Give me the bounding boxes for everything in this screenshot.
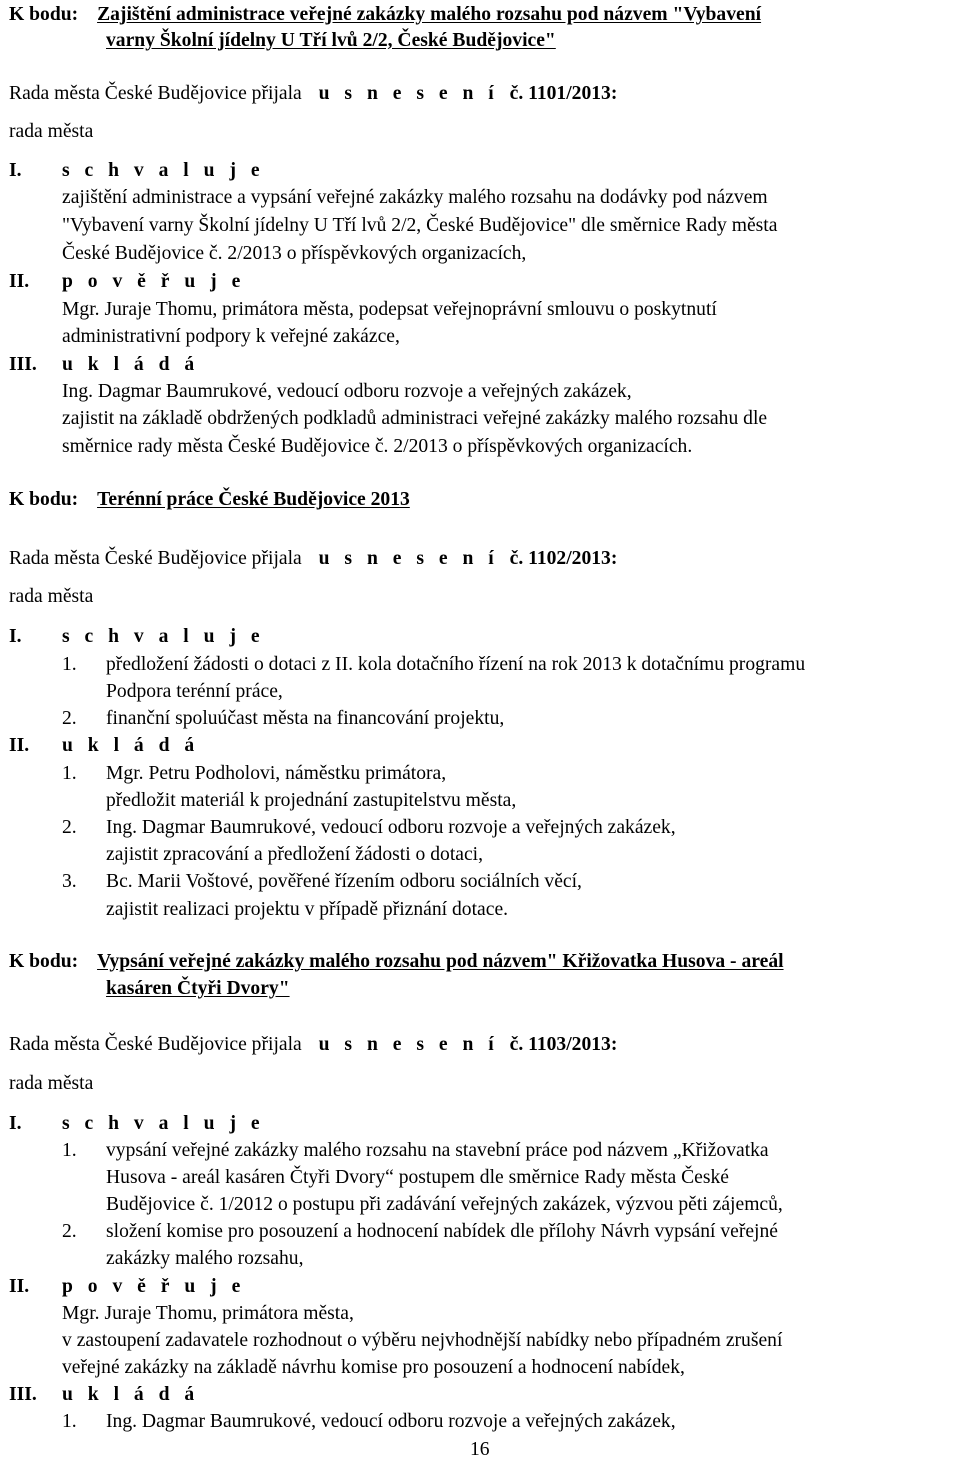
- item-number: 1.: [62, 1411, 77, 1432]
- text-line: "Vybavení varny Školní jídelny U Tří lvů 2/2, České Budějovice" dle směrnice Rady města: [62, 215, 778, 236]
- resolution-number: č. 1103/2013:: [509, 1034, 618, 1055]
- part-numeral: III.: [9, 1384, 37, 1405]
- rada-label: rada města: [9, 586, 94, 607]
- resolution-number: č. 1102/2013:: [509, 548, 618, 569]
- part-verb: u k l á d á: [62, 735, 200, 756]
- section-2-title: Terénní práce České Budějovice 2013: [97, 489, 410, 510]
- item-number: 1.: [62, 763, 77, 784]
- part-numeral: II.: [9, 271, 30, 292]
- section-2-resolution-line: [9, 546, 617, 572]
- part-numeral: I.: [9, 1113, 22, 1134]
- part-verb: s c h v a l u j e: [62, 626, 265, 647]
- text-line: Mgr. Juraje Thomu, primátora města,: [62, 1303, 354, 1324]
- usneseni-label: u s n e s e n í: [318, 1034, 499, 1055]
- kbody-label: K bodu:: [9, 489, 79, 510]
- resolution-prefix: Rada města České Budějovice přijala: [9, 83, 302, 104]
- part-numeral: II.: [9, 1276, 30, 1297]
- text-line: Budějovice č. 1/2012 o postupu při zadávání veřejných zakázek, výzvou pěti zájemců,: [106, 1194, 783, 1215]
- usneseni-label: u s n e s e n í: [318, 83, 499, 104]
- section-1-heading: [9, 2, 761, 28]
- text-line: Mgr. Juraje Thomu, primátora města, podepsat veřejnoprávní smlouvu o poskytnutí: [62, 299, 717, 320]
- section-3-resolution-line: [9, 1032, 617, 1058]
- rada-label: rada města: [9, 1073, 94, 1094]
- section-3-title-line1: Vypsání veřejné zakázky malého rozsahu pod názvem" Křižovatka Husova - areál: [97, 951, 784, 972]
- section-3-title-line2: kasáren Čtyři Dvory": [106, 978, 290, 999]
- part-numeral: II.: [9, 735, 30, 756]
- section-3-heading: [9, 949, 784, 975]
- resolution-prefix: Rada města České Budějovice přijala: [9, 1034, 302, 1055]
- part-verb: u k l á d á: [62, 1384, 200, 1405]
- part-numeral: I.: [9, 160, 22, 181]
- page-number: 16: [470, 1439, 490, 1460]
- kbody-label: K bodu:: [9, 4, 79, 25]
- text-line: Husova - areál kasáren Čtyři Dvory“ postupem dle směrnice Rady města České: [106, 1167, 730, 1188]
- text-line: Bc. Marii Voštové, pověřené řízením odboru sociálních věcí,: [106, 871, 582, 892]
- text-line: v zastoupení zadavatele rozhodnout o výběru nejvhodnější nabídky nebo případném zrušení: [62, 1330, 783, 1351]
- text-line: zajistit realizaci projektu v případě přiznání dotace.: [106, 899, 509, 920]
- text-line: Mgr. Petru Podholovi, náměstku primátora,: [106, 763, 447, 784]
- text-line: zajištění administrace a vypsání veřejné zakázky malého rozsahu na dodávky pod názvem: [62, 187, 768, 208]
- part-verb: s c h v a l u j e: [62, 160, 265, 181]
- text-line: veřejné zakázky na základě návrhu komise pro posouzení a hodnocení nabídek,: [62, 1357, 685, 1378]
- resolution-prefix: Rada města České Budějovice přijala: [9, 548, 302, 569]
- part-numeral: III.: [9, 354, 37, 375]
- item-number: 2.: [62, 708, 77, 729]
- text-line: směrnice rady města České Budějovice č. 2/2013 o příspěvkových organizacích.: [62, 436, 693, 457]
- text-line: vypsání veřejné zakázky malého rozsahu na stavební práce pod názvem „Křižovatka: [106, 1140, 769, 1161]
- resolution-number: č. 1101/2013:: [509, 83, 618, 104]
- part-verb: u k l á d á: [62, 354, 200, 375]
- part-verb: s c h v a l u j e: [62, 1113, 265, 1134]
- text-line: předložení žádosti o dotaci z II. kola dotačního řízení na rok 2013 k dotačnímu programu: [106, 654, 806, 675]
- section-1-title-line2: varny Školní jídelny U Tří lvů 2/2, České Budějovice": [106, 30, 556, 51]
- rada-label: rada města: [9, 121, 94, 142]
- item-number: 2.: [62, 1221, 77, 1242]
- part-numeral: I.: [9, 626, 22, 647]
- part-verb: p o v ě ř u j e: [62, 1276, 246, 1297]
- text-line: složení komise pro posouzení a hodnocení nabídek dle přílohy Návrh vypsání veřejné: [106, 1221, 778, 1242]
- part-verb: p o v ě ř u j e: [62, 271, 246, 292]
- text-line: Podpora terénní práce,: [106, 681, 283, 702]
- item-number: 1.: [62, 654, 77, 675]
- usneseni-label: u s n e s e n í: [318, 548, 499, 569]
- text-line: administrativní podpory k veřejné zakázce,: [62, 326, 400, 347]
- section-1-resolution-line: [9, 81, 617, 107]
- text-line: finanční spoluúčast města na financování projektu,: [106, 708, 505, 729]
- section-1-title-line1: Zajištění administrace veřejné zakázky malého rozsahu pod názvem "Vybavení: [97, 4, 762, 25]
- item-number: 2.: [62, 817, 77, 838]
- text-line: zakázky malého rozsahu,: [106, 1248, 304, 1269]
- text-line: zajistit na základě obdržených podkladů administraci veřejné zakázky malého rozsahu dle: [62, 408, 768, 429]
- item-number: 1.: [62, 1140, 77, 1161]
- text-line: zajistit zpracování a předložení žádosti o dotaci,: [106, 844, 484, 865]
- text-line: předložit materiál k projednání zastupitelstvu města,: [106, 790, 517, 811]
- kbody-label: K bodu:: [9, 951, 79, 972]
- text-line: Ing. Dagmar Baumrukové, vedoucí odboru rozvoje a veřejných zakázek,: [106, 1411, 676, 1432]
- text-line: České Budějovice č. 2/2013 o příspěvkových organizacích,: [62, 243, 527, 264]
- text-line: Ing. Dagmar Baumrukové, vedoucí odboru rozvoje a veřejných zakázek,: [62, 381, 632, 402]
- item-number: 3.: [62, 871, 77, 892]
- section-2-heading: [9, 487, 410, 513]
- text-line: Ing. Dagmar Baumrukové, vedoucí odboru rozvoje a veřejných zakázek,: [106, 817, 676, 838]
